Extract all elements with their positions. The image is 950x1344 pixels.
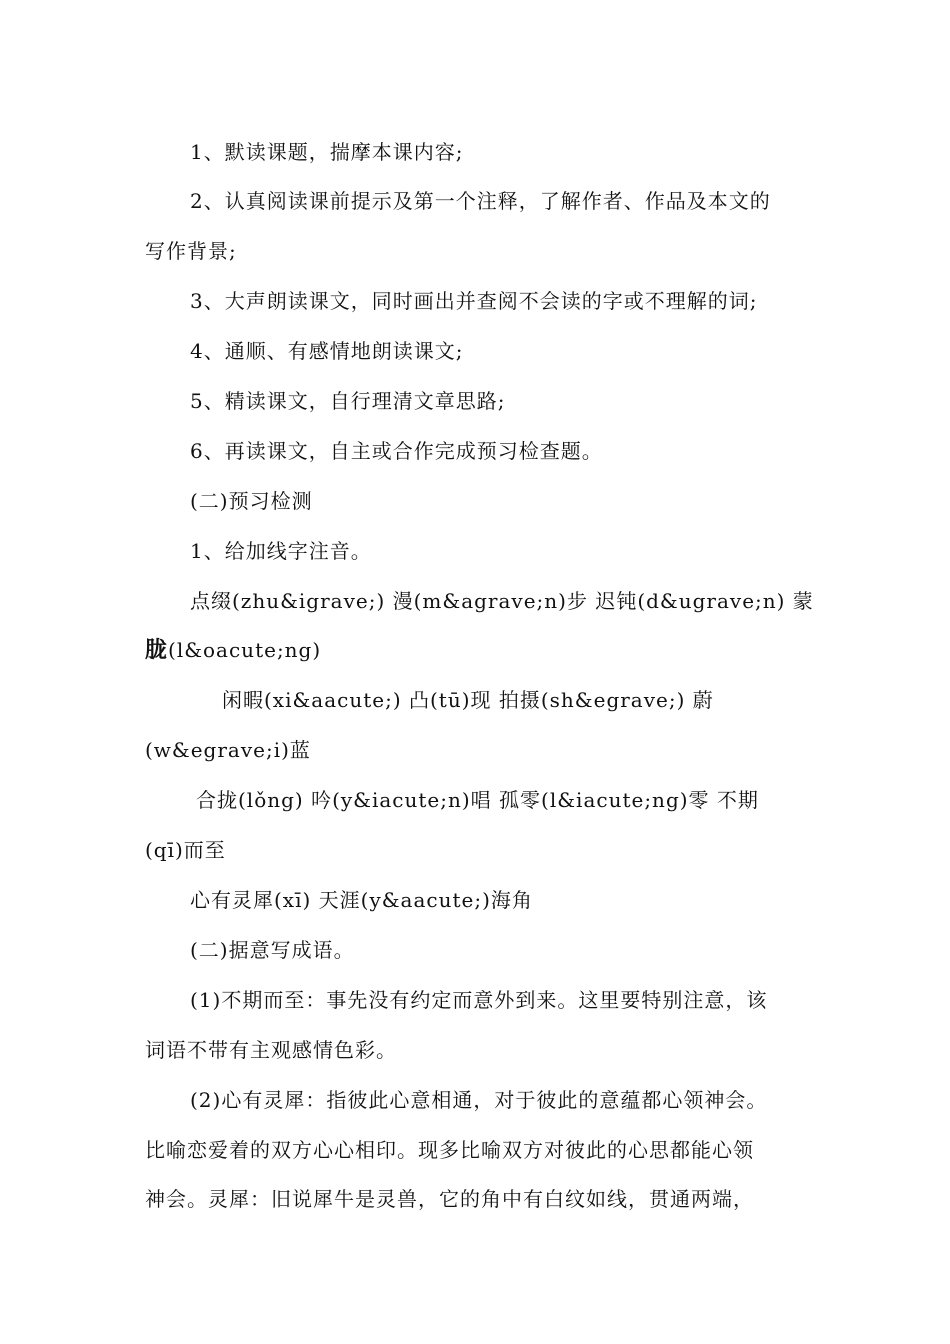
step-4: 4、通顺、有感情地朗读课文; (190, 339, 464, 363)
question-1: 1、给加线字注音。 (190, 539, 372, 563)
step-3: 3、大声朗读课文，同时画出并查阅不会读的字或不理解的词; (190, 289, 758, 313)
step-2-cont: 写作背景; (145, 239, 237, 263)
idiom-1: (1)不期而至：事先没有约定而意外到来。这里要特别注意，该 (190, 988, 768, 1012)
pinyin-line-3-cont: (qī)而至 (145, 838, 226, 862)
step-2: 2、认真阅读课前提示及第一个注释，了解作者、作品及本文的 (190, 189, 771, 213)
pinyin-text: (l&oacute;ng) (168, 638, 322, 662)
pinyin-line-4: 心有灵犀(xī) 天涯(y&aacute;)海角 (190, 888, 533, 912)
idiom-2-cont-2: 神会。灵犀：旧说犀牛是灵兽，它的角中有白纹如线，贯通两端， (145, 1187, 754, 1211)
section-heading-preview-check: (二)预习检测 (190, 489, 313, 513)
step-1: 1、默读课题，揣摩本课内容; (190, 140, 464, 164)
section-heading-idioms: (二)据意写成语。 (190, 938, 355, 962)
pinyin-line-2-cont: (w&egrave;i)蓝 (145, 738, 311, 762)
pinyin-line-1-cont (145, 636, 810, 664)
pinyin-line-3: 合拢(lǒng) 吟(y&iacute;n)唱 孤零(l&iacute;ng)零 不期 (196, 788, 759, 812)
pinyin-line-2: 闲暇(xi&aacute;) 凸(tū)现 拍摄(sh&egrave;) 蔚 (222, 688, 714, 712)
bold-char: 胧 (145, 637, 169, 663)
step-6: 6、再读课文，自主或合作完成预习检查题。 (190, 439, 603, 463)
idiom-2: (2)心有灵犀：指彼此心意相通，对于彼此的意蕴都心领神会。 (190, 1088, 768, 1112)
idiom-2-cont-1: 比喻恋爱着的双方心心相印。现多比喻双方对彼此的心思都能心领 (145, 1138, 754, 1162)
pinyin-line-1: 点缀(zhu&igrave;) 漫(m&agrave;n)步 迟钝(d&ugrave;n) 蒙 (190, 589, 814, 613)
step-5: 5、精读课文，自行理清文章思路; (190, 389, 506, 413)
idiom-1-cont: 词语不带有主观感情色彩。 (145, 1038, 397, 1062)
